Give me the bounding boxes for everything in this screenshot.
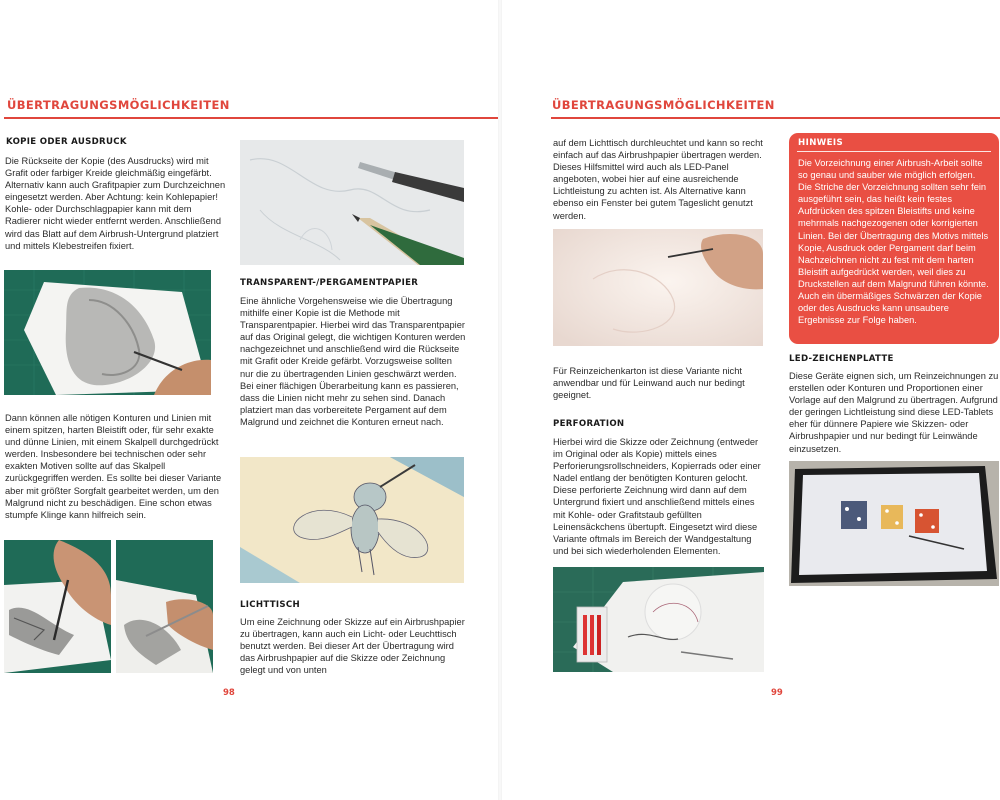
- body-text: Die Rückseite der Kopie (des Ausdrucks) wird mit Grafit oder farbiger Kreide gleichmäßig eingefärbt. Alternativ kann auch Grafitpapier zum Durchzeichnen eingesetzt werden. Aber Achtung: kein Kohlepapier! Kohle- oder Durchschlagpapier kann mit dem Radierer nicht wieder entfernt werden. Anschließend wird das Blatt auf dem Airbrush-Untergrund platziert und mittels Klebestreifen fixiert.: [5, 156, 226, 251]
- photo-perforation-tools: [553, 567, 764, 672]
- hint-title: HINWEIS: [798, 138, 844, 148]
- page-number: 99: [771, 688, 783, 698]
- photo-bee-tracing: [240, 457, 464, 583]
- section-title-transparent: TRANSPARENT-/PERGAMENTPAPIER: [240, 278, 419, 288]
- section-title-lichttisch: LICHTTISCH: [240, 600, 300, 610]
- body-text: Um eine Zeichnung oder Skizze auf ein Airbrushpapier zu übertragen, kann auch ein Licht- oder Leuchttisch benutzt werden. Bei dieser Art der Übertragung wird das Airbrushpapier auf die Skizze oder Zeichnung gelegt und von unten: [240, 617, 465, 676]
- page-number: 98: [223, 688, 235, 698]
- photo-graphite-rubbing: [4, 270, 211, 395]
- photo-scalpel-2: [116, 540, 213, 673]
- page-header: ÜBERTRAGUNGSMÖGLICHKEITEN: [7, 98, 230, 112]
- photo-pencil-scalpel: [240, 140, 464, 265]
- hint-box: [789, 133, 999, 344]
- header-rule: [551, 117, 1000, 119]
- body-text: Eine ähnliche Vorgehensweise wie die Übertragung mithilfe einer Kopie ist die Methode mit Transparentpapier. Hierbei wird das Transparentpapier auf das Original gelegt, die wichtigen Konturen werden nachgezeichnet und anschließend wird die Rückseite mit Grafit oder Kreide gefärbt. Vorzugsweise sollten nur die zu übertragenden Linien geschwärzt werden. Bei einer flächigen Überarbeitung kann es passieren, dass die Linien nicht mehr zu sehen sind. Danach platziert man das vorbereitete Pergament auf dem Malgrund und zeichnet die Konturen erneut nach.: [240, 296, 466, 427]
- section-title-kopie: KOPIE ODER AUSDRUCK: [6, 137, 127, 147]
- right-page: [500, 0, 1000, 800]
- body-text: Für Reinzeichenkarton ist diese Variante nicht anwendbar und für Leinwand auch nur bedingt geeignet.: [553, 366, 745, 401]
- header-rule: [4, 117, 498, 119]
- body-text: Diese Geräte eignen sich, um Reinzeichnungen zu erstellen oder Konturen und Proportionen einer Vorlage auf den Malgrund zu übertragen. Aufgrund der geringen Lichtleistung sind diese LED-Tablets eher für dünnere Papiere wie Skizzen- oder Airbrushpapier und nur bedingt für Leinwände einzusetzen.: [789, 371, 999, 454]
- section-title-led: LED-ZEICHENPLATTE: [789, 354, 894, 364]
- section-title-perforation: PERFORATION: [553, 419, 625, 429]
- body-text: Dann können alle nötigen Konturen und Linien mit einem spitzen, harten Bleistift oder, für sehr exakte und dünne Linien, mit einem Skalpell durchgedrückt werden. Insbesondere bei technischen oder sehr exakten Motiven sollte auf das Skalpell zurückgegriffen werden. Es sollte bei dieser Variante aber mit größter Sorgfalt gearbeitet werden, um den Malgrund nicht zu beschädigen. Eine schon etwas stumpfe Klinge kann hilfreich sein.: [5, 413, 222, 520]
- body-text: auf dem Lichttisch durchleuchtet und kann so recht einfach auf das Airbrushpapier übertragen werden. Dieses Hilfsmittel wird auch als LED-Panel angeboten, wobei hier auf eine ausreichende Lichtleistung zu achten ist. Als Alternative kann ebenso ein Fenster bei gutem Tageslicht genutzt werden.: [553, 138, 763, 221]
- hint-text: Die Vorzeichnung einer Airbrush-Arbeit sollte so genau und sauber wie möglich erfolgen. Die Striche der Vorzeichnung sollten sehr fein ausgeführt sein, das heißt kein festes Aufdrücken des spitzen Bleistifts und keine mehrmals nachgezogenen oder korrigierten Linien. Bei der Übertragung des Motivs mittels Kopie, Ausdruck oder Pergament darf beim Nachzeichnen nicht zu fest mit dem harten Bleistift aufgedrückt werden, weil dies zu Druckstellen auf dem Malgrund führen könnte. Auch ein übermäßiges Schwärzen der Kopie oder des Ausdrucks kann unsaubere Ergebnisse zur Folge haben.: [798, 158, 989, 326]
- page-header: ÜBERTRAGUNGSMÖGLICHKEITEN: [552, 98, 775, 112]
- photo-scalpel-1: [4, 540, 111, 673]
- photo-lightbox: [553, 229, 763, 346]
- photo-led-tablet: [789, 461, 999, 586]
- body-text: Hierbei wird die Skizze oder Zeichnung (entweder im Original oder als Kopie) mittels eines Perforierungsrollschneiders, Kopierrads oder einer Nadel entlang der benötigten Konturen gelocht. Diese perforierte Zeichnung wird dann auf dem Untergrund fixiert und anschließend mittels eines mit Kohle- oder Grafitstaub gefüllten Leinensäckchens übertupft. Eingesetzt wird diese Variante oftmals im Bereich der Wandgestaltung und bei sich wiederholenden Elementen.: [553, 437, 761, 556]
- hint-rule: [797, 151, 991, 152]
